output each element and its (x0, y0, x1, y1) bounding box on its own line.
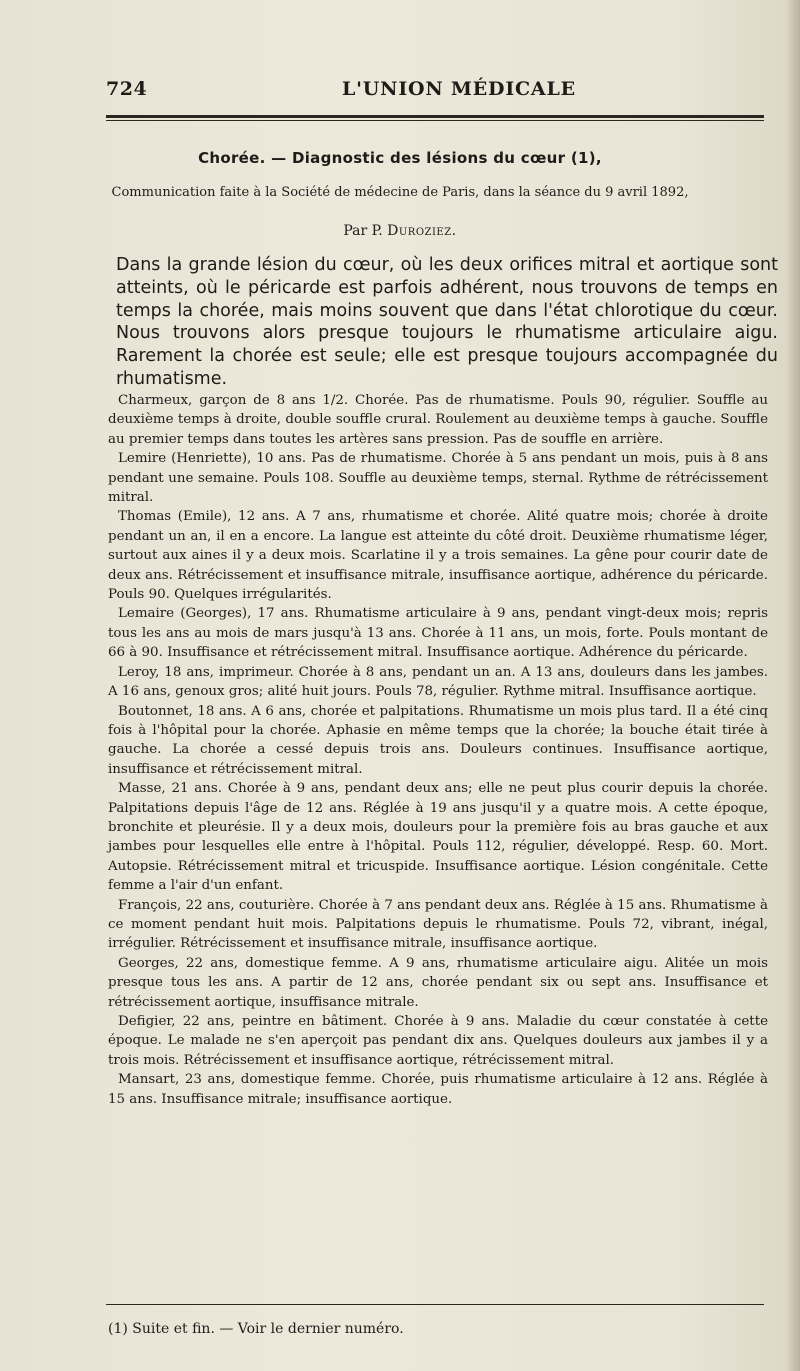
communication-line: Communication faite à la Société de médecine de Paris, dans la séance du 9 avril 1892, (111, 185, 689, 200)
case-paragraph: Lemire (Henriette), 10 ans. Pas de rhumatisme. Chorée à 5 ans pendant un mois, puis à 8 ans pendant une semaine. Pouls 108. Souffle au deuxième temps, sternal. Rythme de rétrécissement mitral. (108, 451, 768, 506)
article-title: Chorée. — Diagnostic des lésions du cœur (1), (198, 149, 602, 167)
case-paragraph: Thomas (Emile), 12 ans. A 7 ans, rhumatisme et chorée. Alité quatre mois; chorée à droite pendant un an, il en a encore. La langue est atteinte du côté droit. Deuxième rhumatisme léger, surtout aux aines il y a deux mois. Scarlatine il y a trois semaines. La gêne pour courir date de deux ans. Rétrécissement et insuffisance mitrale, insuffisance aortique, adhérence du péricarde. Pouls 90. Quelques irrégularités. (108, 509, 768, 603)
case-paragraph: Leroy, 18 ans, imprimeur. Chorée à 8 ans, pendant un an. A 13 ans, douleurs dans les jambes. A 16 ans, genoux gros; alité huit jours. Pouls 78, régulier. Rythme mitral. Insuffisance aortique. (108, 664, 768, 700)
lead-paragraph (116, 254, 778, 391)
case-paragraph: Charmeux, garçon de 8 ans 1/2. Chorée. Pas de rhumatisme. Pouls 90, régulier. Souffle au deuxième temps à droite, double souffle crural. Roulement au deuxième temps à gauche. Souffle au premier temps dans toutes les artères sans pression. Pas de souffle en arrière. (108, 393, 768, 447)
running-title: L'UNION MÉDICALE (342, 78, 576, 100)
footnote: (1) Suite et fin. — Voir le dernier numéro. (108, 1321, 404, 1337)
case-paragraph: Masse, 21 ans. Chorée à 9 ans, pendant deux ans; elle ne peut plus courir depuis la chorée. Palpitations depuis l'âge de 12 ans. Réglée à 19 ans jusqu'il y a quatre mois. A cette époque, bronchite et pleurésie. Il y a deux mois, douleurs pour la première fois au bras gauche et aux jambes pour lesquelles elle entre à l'hôpital. Pouls 112, régulier, développé. Resp. 60. Mort. Autopsie. Rétrécissement mitral et tricuspide. Insuffisance aortique. Lésion congénitale. Cette femme a l'air d'un enfant. (108, 781, 768, 894)
case-paragraph: François, 22 ans, couturière. Chorée à 7 ans pendant deux ans. Réglée à 15 ans. Rhumatisme à ce moment pendant huit mois. Palpitations depuis le rhumatisme. Pouls 72, vibrant, inégal, irrégulier. Rétrécissement et insuffisance mitrale, insuffisance aortique. (108, 897, 768, 952)
case-paragraph: Lemaire (Georges), 17 ans. Rhumatisme articulaire à 9 ans, pendant vingt-deux mois; repris tous les ans au mois de mars jusqu'à 13 ans. Chorée à 11 ans, un mois, forte. Pouls montant de 66 à 90. Insuffisance et rétrécissement mitral. Insuffisance aortique. Adhérence du péricarde. (108, 606, 768, 661)
page-number: 724 (106, 78, 148, 100)
case-paragraph: Boutonnet, 18 ans. A 6 ans, chorée et palpitations. Rhumatisme un mois plus tard. Il a été cinq fois à l'hôpital pour la chorée. Aphasie en même temps que la chorée; la bouche était tirée à gauche. La chorée a cessé depuis trois ans. Douleurs continues. Insuffisance aortique, insuffisance et rétrécissement mitral. (108, 703, 768, 777)
case-paragraph: Georges, 22 ans, domestique femme. A 9 ans, rhumatisme articulaire aigu. Alitée un mois presque tous les ans. A partir de 12 ans, chorée pendant six ou sept ans. Insuffisance et rétrécissement aortique, insuffisance mitrale. (108, 955, 768, 1010)
byline-author: Duroziez. (387, 223, 457, 239)
page-edge (786, 0, 800, 1371)
page-header (106, 78, 766, 106)
header-rule-thin (106, 120, 764, 121)
case-paragraph: Mansart, 23 ans, domestique femme. Chorée, puis rhumatisme articulaire à 12 ans. Réglée à 15 ans. Insuffisance mitrale; insuffisance aortique. (108, 1072, 768, 1107)
case-paragraph: Defigier, 22 ans, peintre en bâtiment. Chorée à 9 ans. Maladie du cœur constatée à cette époque. Le malade ne s'en aperçoit pas pendant dix ans. Quelques douleurs aux jambes il y a trois mois. Rétrécissement et insuffisance aortique, rétrécissement mitral. (108, 1014, 768, 1068)
byline-prefix: Par P. (343, 223, 388, 239)
case-list (108, 391, 768, 1109)
header-rule (106, 115, 764, 118)
footnote-rule (106, 1304, 764, 1305)
byline (0, 223, 800, 239)
lead-text: Dans la grande lésion du cœur, où les deux orifices mitral et aortique sont atteints, où le péricarde est parfois adhérent, nous trouvons de temps en temps la chorée, mais moins souvent que dans l'état chlorotique du cœur. Nous trouvons alors presque toujours le rhumatisme articulaire aigu. Rarement la chorée est seule; elle est presque toujours accompagnée du rhumatisme. (116, 255, 778, 389)
